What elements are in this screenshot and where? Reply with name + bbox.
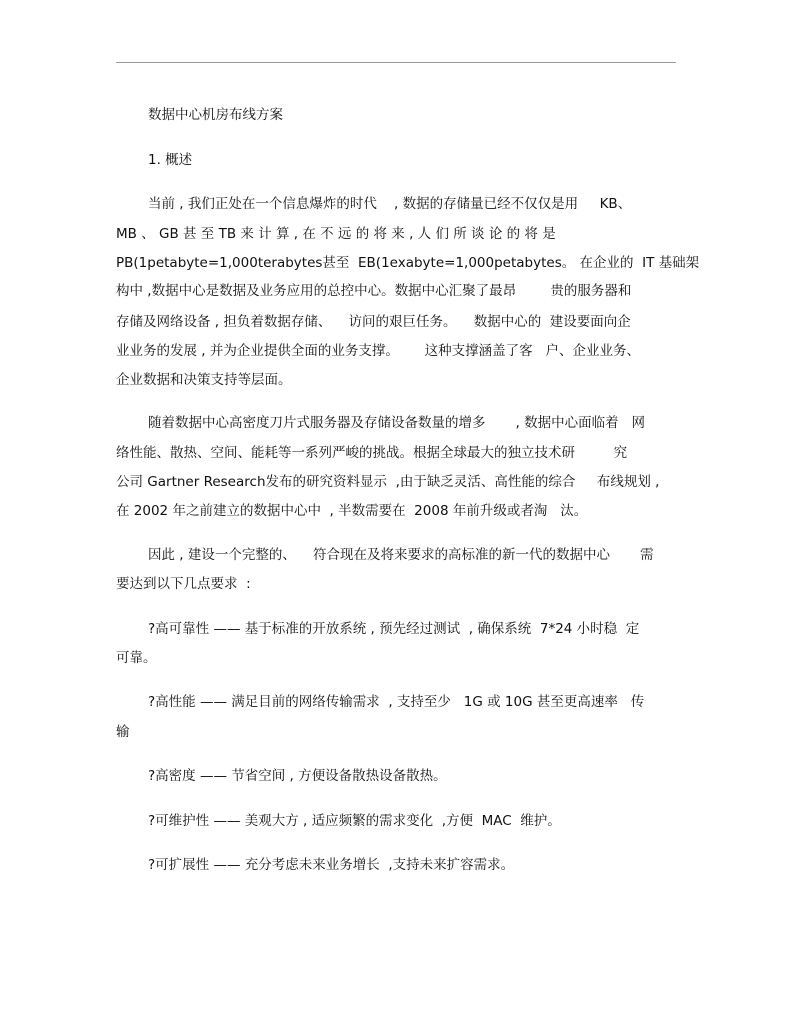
paragraph-line: 构中 ,数据中心是数据及业务应用的总控中心。数据中心汇聚了最昂 贵的服务器和: [116, 283, 632, 299]
requirement-line: ?高密度 —— 节省空间 , 方便设备散热设备散热。: [148, 768, 447, 784]
requirement-line: ?高性能 —— 满足目前的网络传输需求 , 支持至少 1G 或 10G 甚至更高速率 传: [148, 694, 645, 710]
paragraph-line: 在 2002 年之前建立的数据中心中 , 半数需要在 2008 年前升级或者淘 汰。: [116, 503, 588, 519]
paragraph-line: 络性能、散热、空间、能耗等一系列严峻的挑战。根据全球最大的独立技术研 究: [116, 445, 628, 461]
requirement-line: ?可维护性 —— 美观大方 , 适应频繁的需求变化 ,方便 MAC 维护。: [148, 813, 561, 829]
paragraph-line: 业业务的发展 , 并为企业提供全面的业务支撑。 这种支撑涵盖了客 户、企业业务、: [116, 343, 640, 359]
requirement-line: 输: [116, 724, 130, 740]
paragraph-line: 企业数据和决策支持等层面。: [116, 372, 292, 388]
requirement-line: ?可扩展性 —— 充分考虑未来业务增长 ,支持未来扩容需求。: [148, 857, 515, 873]
paragraph-line: 当前 , 我们正处在一个信息爆炸的时代 , 数据的存储量已经不仅仅是用 KB、: [148, 196, 632, 212]
paragraph-line: 随着数据中心高密度刀片式服务器及存储设备数量的增多 , 数据中心面临着 网: [148, 415, 645, 431]
paragraph-line: 要达到以下几点要求 :: [116, 576, 251, 592]
requirement-line: 可靠。: [116, 650, 157, 666]
paragraph-line: PB(1petabyte=1,000terabytes甚至 EB(1exabyte=1,000petabytes。 在企业的 IT 基础架: [116, 255, 700, 271]
paragraph-line: MB 、 GB 甚 至 TB 来 计 算 , 在 不 远 的 将 来 , 人 们 所 谈 论 的 将 是: [116, 226, 556, 242]
section-heading: 1. 概述: [148, 152, 193, 168]
requirement-line: ?高可靠性 —— 基于标准的开放系统 , 预先经过测试 , 确保系统 7*24 小时稳 定: [148, 621, 640, 637]
paragraph-line: 存储及网络设备 , 担负着数据存储、 访问的艰巨任务。 数据中心的 建设要面向企: [116, 314, 631, 330]
paragraph-line: 公司 Gartner Research发布的研究资料显示 ,由于缺乏灵活、高性能的综合 布线规划 ,: [116, 474, 660, 490]
paragraph-line: 因此 , 建设一个完整的、 符合现在及将来要求的高标准的新一代的数据中心 需: [148, 547, 654, 563]
document-title: 数据中心机房布线方案: [148, 107, 283, 123]
header-rule: [116, 62, 676, 63]
